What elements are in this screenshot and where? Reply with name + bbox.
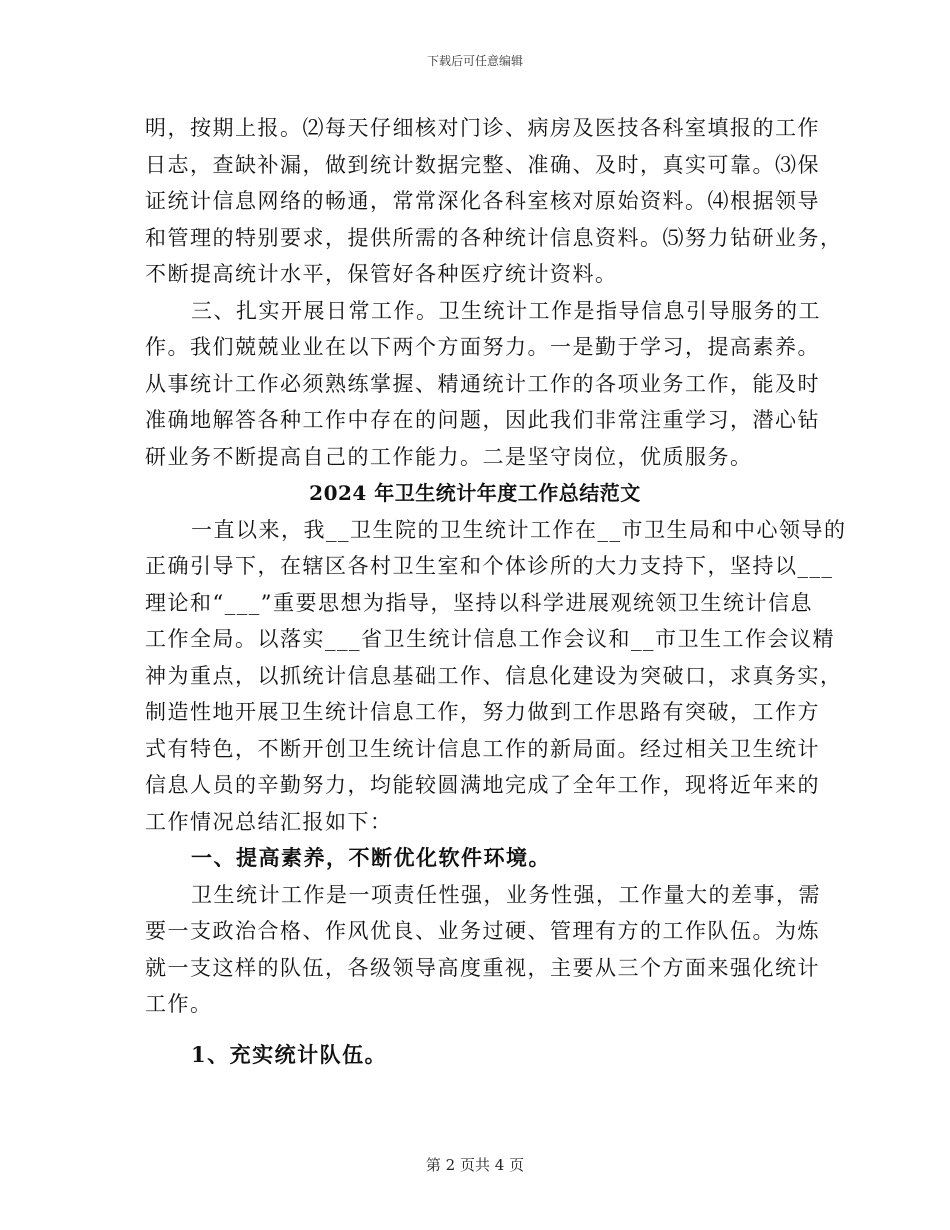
document-body xyxy=(145,110,847,1073)
body-line: 日志，查缺补漏，做到统计数据完整、准确、及时，真实可靠。⑶保 xyxy=(145,152,820,177)
body-line: 信息人员的辛勤努力，均能较圆满地完成了全年工作，现将近年来的 xyxy=(145,773,820,797)
body-line: 理论和“___”重要思想为指导，坚持以科学进展观统领卫生统计信息 xyxy=(145,590,813,615)
body-line: 和管理的特别要求，提供所需的各种统计信息资料。⑸努力钻研业务， xyxy=(145,225,843,250)
body-line: 明，按期上报。⑵每天仔细核对门诊、病房及医技各科室填报的工作 xyxy=(145,116,820,140)
body-line: 工作情况总结汇报如下： xyxy=(145,809,393,834)
body-line: 神为重点，以抓统计信息基础工作、信息化建设为突破口，求真务实， xyxy=(145,663,843,688)
spacer xyxy=(145,1023,805,1037)
body-line: 准确地解答各种工作中存在的问题，因此我们非常注重学习，潜心钻 xyxy=(145,408,820,432)
body-line: 制造性地开展卫生统计信息工作，努力做到工作思路有突破，工作方 xyxy=(145,700,820,724)
subheading: 1、充实统计队伍。 xyxy=(191,1041,388,1067)
body-line: 工作。 xyxy=(145,992,213,1016)
paragraph-start: 一直以来，我__卫生院的卫生统计工作在__市卫生局和中心领导的 xyxy=(191,517,847,542)
body-line: 工作全局。以落实___省卫生统计信息工作会议和__市卫生工作会议精 xyxy=(145,627,835,651)
body-line: 研业务不断提高自己的工作能力。二是坚守岗位，优质服务。 xyxy=(145,444,753,469)
body-line: 就一支这样的队伍，各级领导高度重视，主要从三个方面来强化统计 xyxy=(145,955,820,980)
body-line: 不断提高统计水平，保管好各种医疗统计资料。 xyxy=(145,262,618,286)
subheading: 一、提高素养，不断优化软件环境。 xyxy=(191,845,551,870)
body-line: 正确引导下，在辖区各村卫生室和个体诊所的大力支持下，坚持以___ xyxy=(145,554,834,578)
body-line: 要一支政治合格、作风优良、业务过硬、管理有方的工作队伍。为炼 xyxy=(145,919,820,943)
body-line: 式有特色，不断开创卫生统计信息工作的新局面。经过相关卫生统计 xyxy=(145,736,820,761)
body-line: 作。我们兢兢业业在以下两个方面努力。一是勤于学习，提高素养。 xyxy=(145,335,820,359)
page-footer: 第 2 页共 4 页 xyxy=(425,1156,525,1174)
body-line: 从事统计工作必须熟练掌握、精通统计工作的各项业务工作，能及时 xyxy=(145,371,820,396)
body-line: 证统计信息网络的畅通，常常深化各科室核对原始资料。⑷根据领导 xyxy=(145,189,820,213)
paragraph-start: 三、扎实开展日常工作。卫生统计工作是指导信息引导服务的工 xyxy=(191,298,821,323)
paragraph-start: 卫生统计工作是一项责任性强，业务性强，工作量大的差事，需 xyxy=(191,882,821,907)
section-title: 2024 年卫生统计年度工作总结范文 xyxy=(309,481,641,505)
page-header: 下载后可任意编辑 xyxy=(426,54,523,68)
